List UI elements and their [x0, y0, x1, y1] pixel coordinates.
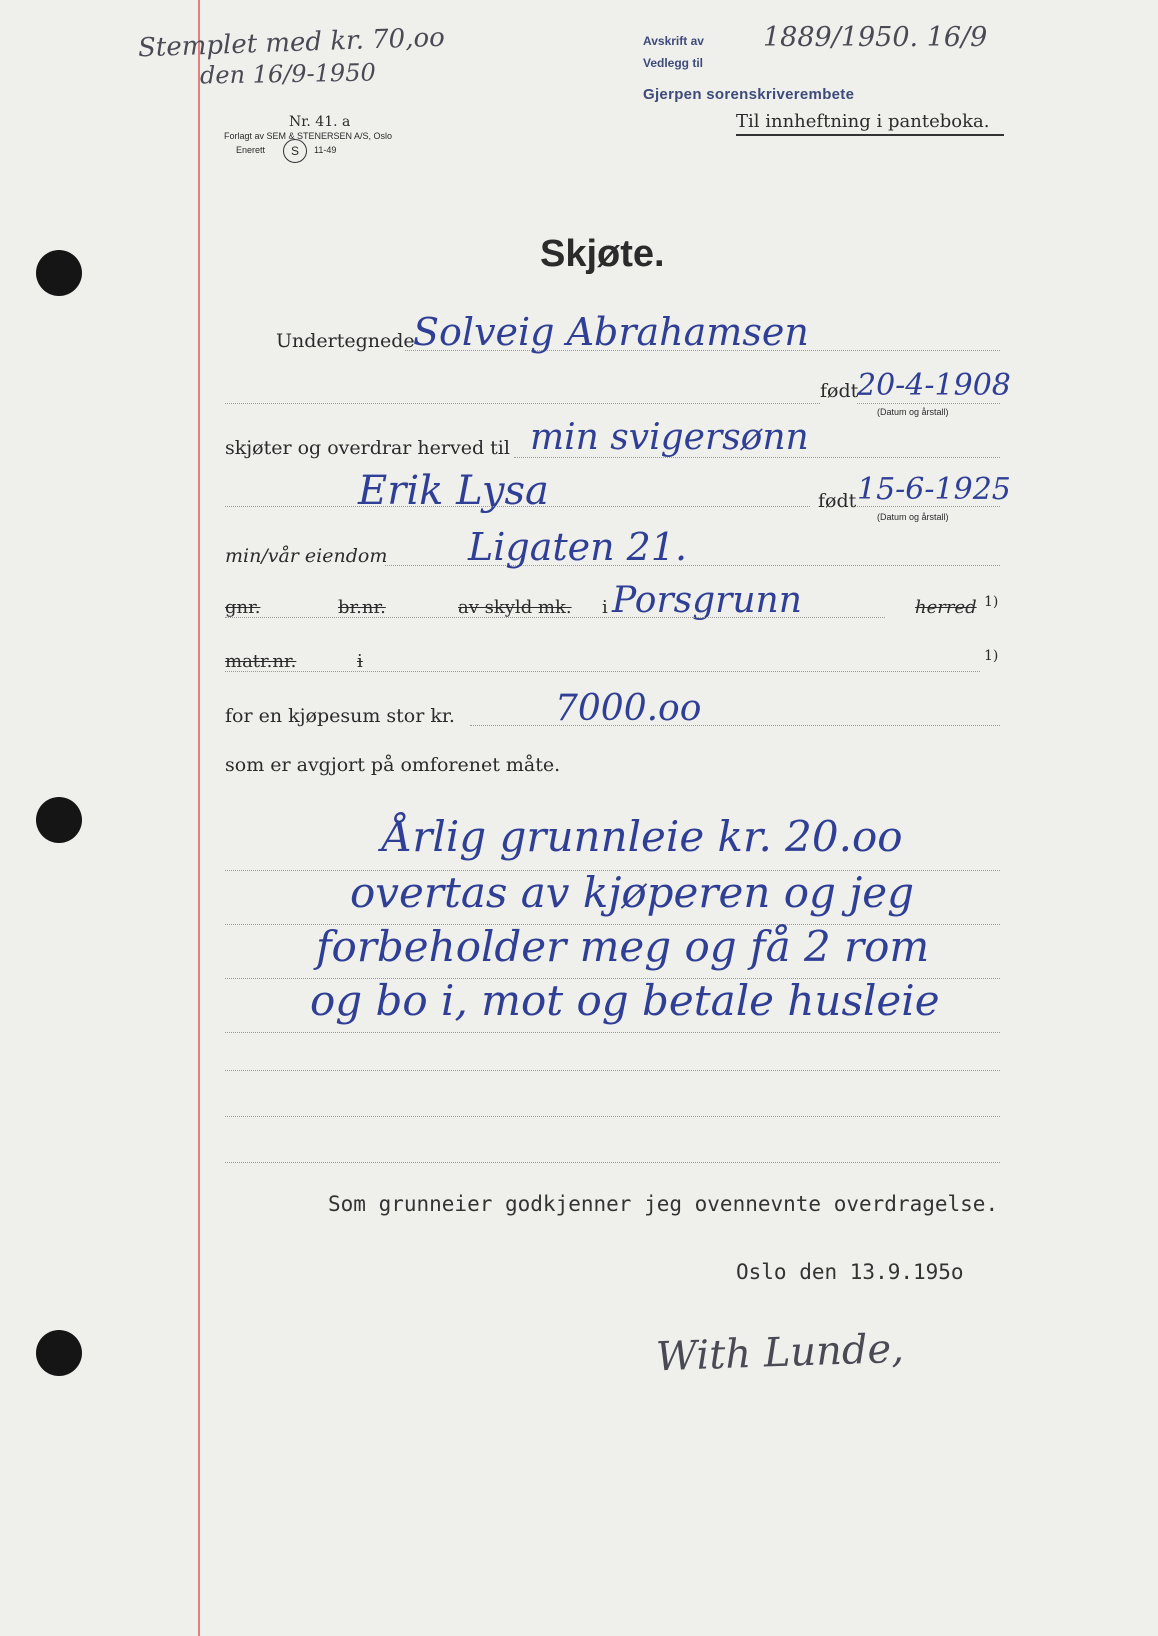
margin-note-line2: den 16/9-1950: [199, 58, 376, 90]
fodt-line-1: [857, 403, 1000, 404]
stamp-underline: [736, 134, 1004, 136]
datum-hint-1: (Datum og årstall): [877, 407, 949, 417]
form-edition: 11-49: [314, 145, 337, 155]
gnr-label: gnr.: [225, 597, 261, 618]
punch-hole-middle: [36, 797, 82, 843]
condition-rule-5: [225, 1070, 1000, 1071]
footnote-mark-2: 1): [984, 648, 999, 664]
stamp-handwritten-number: 1889/1950. 16/9: [763, 22, 988, 53]
stamp-vedlegg: Vedlegg til: [643, 56, 704, 70]
relation-value: min svigersønn: [530, 417, 809, 458]
approval-statement: Som grunneier godkjenner jeg ovennevnte overdragelse.: [328, 1192, 999, 1216]
punch-hole-top: [36, 250, 82, 296]
kjopesum-line: [470, 725, 1000, 726]
form-publisher: Forlagt av SEM & STENERSEN A/S, Oslo: [224, 131, 393, 141]
condition-rule-4: [225, 1032, 1000, 1033]
brnr-label: br.nr.: [338, 597, 386, 618]
stamp-avskrift: Avskrift av: [643, 34, 704, 48]
avgjort-text: som er avgjort på omforenet måte.: [225, 754, 561, 776]
margin-note-line1: Stemplet med kr. 70,oo: [137, 22, 446, 64]
stamp-innheftning: Til innheftning i panteboka.: [736, 111, 990, 132]
form-number: Nr. 41. a: [289, 114, 351, 130]
skjoter-label: skjøter og overdrar herved til: [225, 437, 510, 459]
municipality: Porsgrunn: [612, 580, 802, 621]
condition-line-3: forbeholder meg og få 2 rom: [316, 922, 930, 971]
seller-birthdate: 20-4-1908: [857, 368, 1011, 403]
property-address: Ligaten 21.: [468, 525, 688, 569]
document-title: Skjøte.: [540, 233, 665, 275]
herred-label: herred: [915, 597, 977, 618]
landowner-signature: With Lunde,: [655, 1325, 905, 1381]
red-margin-line: [198, 0, 200, 1636]
footnote-mark-1: 1): [984, 594, 999, 610]
buyer-line: [225, 506, 810, 507]
skyld-label: av skyld mk.: [458, 597, 572, 618]
publisher-logo: S: [283, 139, 307, 163]
buyer-birthdate: 15-6-1925: [857, 472, 1011, 507]
gnr-line: [225, 617, 885, 618]
seller-name: Solveig Abrahamsen: [413, 310, 809, 354]
matr-i-label: i: [357, 651, 363, 672]
fodt-label-1: født: [820, 380, 859, 402]
kjopesum-label: for en kjøpesum stor kr.: [225, 705, 455, 727]
condition-rule-6: [225, 1116, 1000, 1117]
condition-rule-7: [225, 1162, 1000, 1163]
form-rights: Enerett: [236, 145, 266, 155]
stamp-office: Gjerpen sorenskriverembete: [643, 86, 855, 103]
buyer-name: Erik Lysa: [358, 468, 549, 514]
purchase-price: 7000.oo: [555, 688, 702, 729]
fodt-line-2: [857, 506, 1000, 507]
fodt-label-2: født: [818, 490, 857, 512]
punch-hole-bottom: [36, 1330, 82, 1376]
fodt-line-1-left: [225, 403, 820, 404]
undertegnede-label: Undertegnede: [276, 330, 415, 352]
condition-line-1: Årlig grunnleie kr. 20.oo: [382, 812, 903, 861]
eiendom-label: min/vår eiendom: [225, 545, 388, 567]
approval-place-date: Oslo den 13.9.195o: [736, 1260, 964, 1284]
condition-line-2: overtas av kjøperen og jeg: [350, 868, 915, 917]
condition-line-4: og bo i, mot og betale husleie: [310, 976, 940, 1025]
i-label: i: [602, 597, 608, 618]
datum-hint-2: (Datum og årstall): [877, 512, 949, 522]
matr-line: [225, 671, 980, 672]
matr-label: matr.nr.: [225, 651, 297, 672]
